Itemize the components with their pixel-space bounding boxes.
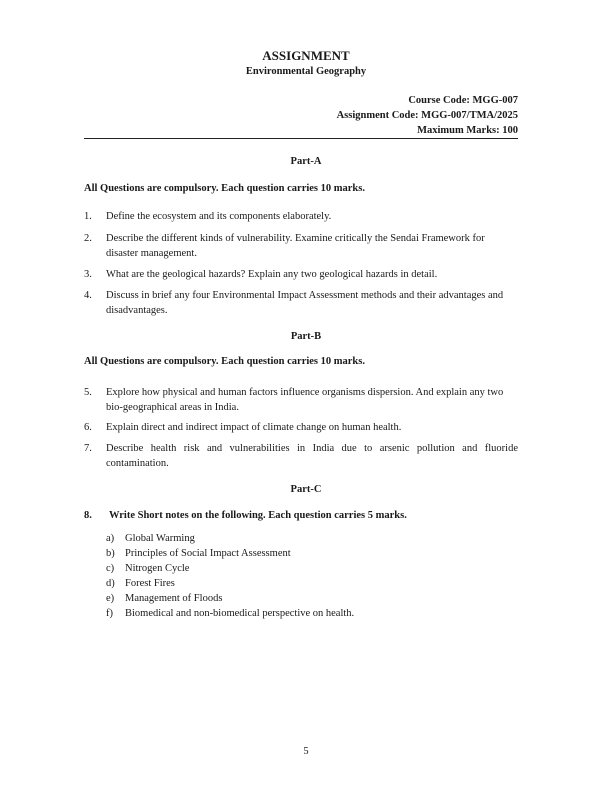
question-text: What are the geological hazards? Explain any two geological hazards in detail. [106,269,438,280]
question-number: 2. [84,233,92,244]
sub-question-text: Global Warming [125,533,195,544]
sub-question-item [106,548,291,559]
question-item [84,231,518,261]
sub-question-item [106,533,195,544]
question-8 [84,510,407,521]
sub-question-text: Biomedical and non-biomedical perspective on health. [125,608,355,619]
sub-question-letter: e) [106,593,115,604]
sub-question-text: Forest Fires [125,578,175,589]
question-text: Write Short notes on the following. Each question carries 5 marks. [108,510,407,521]
question-text: Discuss in brief any four Environmental Impact Assessment methods and their advantages and disadvantages. [106,290,504,316]
question-number: 8. [84,510,92,521]
sub-question-letter: c) [106,563,115,574]
question-number: 1. [84,211,92,222]
question-text: Describe health risk and vulnerabilities in India due to arsenic pollution and fluoride contamination. [106,443,518,469]
part-c-heading: Part-C [290,484,322,495]
part-a-instruction: All Questions are compulsory. Each question carries 10 marks. [84,183,365,194]
header-divider [84,138,518,139]
question-item [84,385,518,415]
question-number: 7. [84,443,92,454]
document-title: ASSIGNMENT [262,48,350,63]
question-item [84,267,518,282]
part-b-instruction: All Questions are compulsory. Each question carries 10 marks. [84,356,365,367]
sub-question-text: Principles of Social Impact Assessment [125,548,291,559]
question-item [84,209,518,224]
sub-question-item [106,578,175,589]
page-number: 5 [303,746,309,757]
sub-question-letter: d) [106,578,115,589]
sub-question-item [106,608,354,619]
sub-question-letter: b) [106,548,115,559]
sub-question-text: Management of Floods [125,593,223,604]
question-text: Explain direct and indirect impact of climate change on human health. [106,422,402,433]
question-number: 4. [84,290,92,301]
maximum-marks: Maximum Marks: 100 [417,125,518,136]
question-item [84,420,518,435]
question-number: 3. [84,269,92,280]
course-code: Course Code: MGG-007 [408,95,518,106]
question-text: Describe the different kinds of vulnerability. Examine critically the Sendai Framework for disaster management. [106,233,485,259]
part-b-heading: Part-B [290,331,322,342]
assignment-code: Assignment Code: MGG-007/TMA/2025 [336,110,518,121]
question-item [84,288,518,318]
sub-question-letter: a) [106,533,115,544]
document-subtitle: Environmental Geography [245,66,367,77]
question-number: 6. [84,422,92,433]
sub-question-letter: f) [106,608,113,619]
sub-question-item [106,563,189,574]
question-item [84,441,518,471]
question-text: Define the ecosystem and its components elaborately. [106,211,332,222]
part-a-heading: Part-A [290,156,322,167]
sub-question-item [106,593,222,604]
question-number: 5. [84,387,92,398]
sub-question-text: Nitrogen Cycle [125,563,190,574]
question-text: Explore how physical and human factors influence organisms dispersion. And explain any two bio-geographical areas in India. [106,387,504,413]
